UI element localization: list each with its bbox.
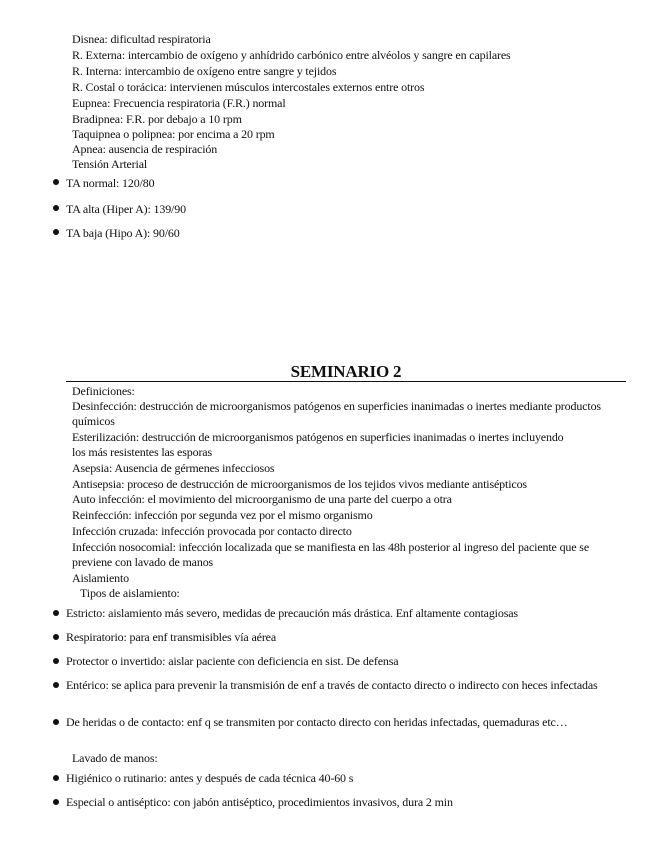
definitions-label: Definiciones: [72, 384, 135, 398]
definition-item: Asepsia: Ausencia de gérmenes infecciosos [72, 461, 275, 475]
note-line: Eupnea: Frecuencia respiratoria (F.R.) normal [72, 96, 286, 110]
list-item: De heridas o de contacto: enf q se transmiten por contacto directo con heridas infectadas, quemaduras etc… [66, 715, 568, 729]
bullet-icon [53, 179, 59, 185]
list-item: Especial o antiséptico: con jabón antiséptico, procedimientos invasivos, dura 2 min [66, 795, 453, 809]
bullet-icon [53, 229, 59, 235]
handwash-label: Lavado de manos: [72, 751, 158, 765]
definition-item: Auto infección: el movimiento del microorganismo de una parte del cuerpo a otra [72, 492, 452, 506]
bullet-icon [53, 634, 59, 640]
definition-item: Esterilización: destrucción de microorganismos patógenos en superficies inanimadas o inertes incluyendo los más resistentes las esporas [72, 430, 564, 459]
definition-item: Desinfección: destrucción de microorganismos patógenos en superficies inanimadas o inertes mediante productos químicos [72, 399, 601, 428]
list-item: Higiénico o rutinario: antes y después de cada técnica 40-60 s [66, 771, 354, 785]
note-line: Taquipnea o polipnea: por encima a 20 rpm [72, 127, 275, 141]
note-line: R. Interna: intercambio de oxígeno entre sangre y tejidos [72, 64, 337, 78]
list-item: Entérico: se aplica para prevenir la transmisión de enf a través de contacto directo o indirecto con heces infectadas [66, 678, 598, 692]
bullet-icon [53, 610, 59, 616]
list-item: TA baja (Hipo A): 90/60 [66, 226, 180, 240]
definition-item: Infección cruzada: infección provocada por contacto directo [72, 524, 352, 538]
definition-item: Aislamiento [72, 571, 130, 585]
list-item: Respiratorio: para enf transmisibles vía aérea [66, 630, 277, 644]
bullet-icon [53, 799, 59, 805]
definition-item: Antisepsia: proceso de destrucción de microorganismos de los tejidos vivos mediante antisépticos [72, 477, 527, 491]
note-line: Disnea: dificultad respiratoria [72, 32, 211, 46]
bullet-icon [53, 682, 59, 688]
list-item: TA alta (Hiper A): 139/90 [66, 202, 186, 216]
section-title: SEMINARIO 2 [290, 362, 402, 381]
list-item: TA normal: 120/80 [66, 176, 155, 190]
isolation-types-label: Tipos de aislamiento: [80, 586, 180, 600]
note-line: Apnea: ausencia de respiración [72, 142, 218, 156]
definition-item: Reinfección: infección por segunda vez por el mismo organismo [72, 508, 373, 522]
note-line: Tensión Arterial [72, 157, 148, 171]
definition-item: Infección nosocomial: infección localizada que se manifiesta en las 48h posterior al ingreso del paciente que se previene con lavado de manos [72, 540, 589, 569]
bullet-icon [53, 205, 59, 211]
list-item: Estricto: aislamiento más severo, medidas de precaución más drástica. Enf altamente contagiosas [66, 606, 518, 620]
title-underline [66, 381, 626, 382]
bullet-icon [53, 719, 59, 725]
bullet-icon [53, 775, 59, 781]
note-line: Bradipnea: F.R. por debajo a 10 rpm [72, 112, 242, 126]
bullet-icon [53, 658, 59, 664]
note-line: R. Externa: intercambio de oxígeno y anhídrido carbónico entre alvéolos y sangre en capilares [72, 48, 511, 62]
note-line: R. Costal o torácica: intervienen músculos intercostales externos entre otros [72, 80, 425, 94]
list-item: Protector o invertido: aislar paciente con deficiencia en sist. De defensa [66, 654, 399, 668]
